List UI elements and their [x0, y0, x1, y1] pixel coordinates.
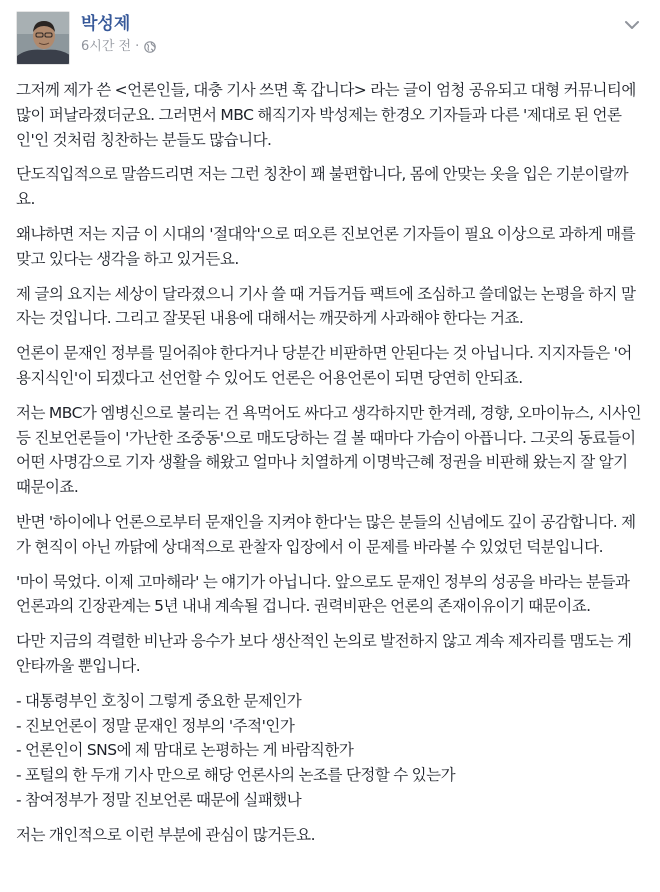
post-timestamp[interactable]: 6시간 전 — [81, 39, 132, 54]
meta-separator: · — [135, 39, 140, 54]
avatar-photo-icon — [17, 12, 70, 65]
author-name[interactable]: 박성제 — [81, 14, 131, 34]
post-paragraph-3: 왜냐하면 저는 지금 이 시대의 '절대악'으로 떠오른 진보언론 기자들이 필요 이상으로 과하게 매를 맞고 있다는 생각을 하고 있거든요. — [16, 224, 636, 268]
post-closing: 저는 개인적으로 이런 부분에 관심이 많거든요. — [16, 825, 316, 844]
post-paragraph-7: 반면 '하이에나 언론으로부터 문재인을 지켜야 한다'는 많은 분들의 신념에도 깊이 공감합니다. 제가 현직이 아닌 까닭에 상대적으로 관찰자 입장에서 이 문제를 바라볼 수 있었던 덕분입니다. — [16, 512, 636, 556]
avatar[interactable] — [16, 11, 70, 65]
post-header — [16, 11, 156, 59]
post-meta — [81, 11, 156, 56]
post-body — [16, 78, 644, 858]
post-paragraph-1: 그저께 제가 쓴 <언론인들, 대충 기사 쓰면 훅 갑니다> 라는 글이 엄청 공유되고 대형 커뮤니티에 많이 퍼날라졌더군요. 그러면서 MBC 해직기자 박성제는 한경오 기자들과 다른 '제대로 된 언론인'인 것처럼 칭찬하는 분들도 많습니다. — [16, 81, 636, 149]
globe-icon[interactable] — [144, 41, 156, 53]
list-item: - 언론인이 SNS에 제 맘대로 논평하는 게 바람직한가 — [16, 741, 354, 760]
post-paragraph-6: 저는 MBC가 엠병신으로 불리는 건 욕먹어도 싸다고 생각하지만 한겨레, 경향, 오마이뉴스, 시사인 등 진보언론들이 '가난한 조중동'으로 매도당하는 걸 볼 때마다 가슴이 아픕니다. 그곳의 동료들이 어떤 사명감으로 기자 생활을 해왔고 얼마나 치열하게 이명박근혜 정권을 비판해 왔는지 잘 알기 때문이죠. — [16, 403, 642, 497]
list-item: - 포털의 한 두개 기사 만으로 해당 언론사의 논조를 단정할 수 있는가 — [16, 766, 456, 785]
list-item: - 진보언론이 정말 문재인 정부의 '주적'인가 — [16, 716, 295, 735]
list-item: - 대통령부인 호칭이 그렇게 중요한 문제인가 — [16, 691, 302, 710]
post-paragraph-4: 제 글의 요지는 세상이 달라졌으니 기사 쓸 때 거듭거듭 팩트에 조심하고 쓸데없는 논평을 하지 말자는 것입니다. 그리고 잘못된 내용에 대해서는 깨끗하게 사과해야 한다는 거죠. — [16, 284, 636, 328]
list-item: - 참여정부가 정말 진보언론 때문에 실패했나 — [16, 790, 302, 809]
post-paragraph-5: 언론이 문재인 정부를 밀어줘야 한다거나 당분간 비판하면 안된다는 것 아닙니다. 지지자들은 '어용지식인'이 되겠다고 선언할 수 있어도 언론은 어용언론이 되면 당연히 안되죠. — [16, 344, 632, 387]
question-list — [16, 689, 644, 813]
post-paragraph-2: 단도직입적으로 말씀드리면 저는 그런 칭찬이 꽤 불편합니다, 몸에 안맞는 옷을 입은 기분이랄까요. — [16, 165, 629, 209]
post-paragraph-9: 다만 지금의 격렬한 비난과 응수가 보다 생산적인 논의로 발전하지 않고 계속 제자리를 맴도는 게 안타까울 뿐입니다. — [16, 632, 632, 675]
chevron-down-icon[interactable] — [624, 16, 640, 28]
post-paragraph-8: '마이 묵었다. 이제 고마해라' 는 얘기가 아닙니다. 앞으로도 문재인 정부의 성공을 바라는 분들과 언론과의 긴장관계는 5년 내내 계속될 겁니다. 권력비판은 언론의 존재이유이기 때문이죠. — [16, 572, 630, 616]
post-time-row — [81, 38, 156, 56]
